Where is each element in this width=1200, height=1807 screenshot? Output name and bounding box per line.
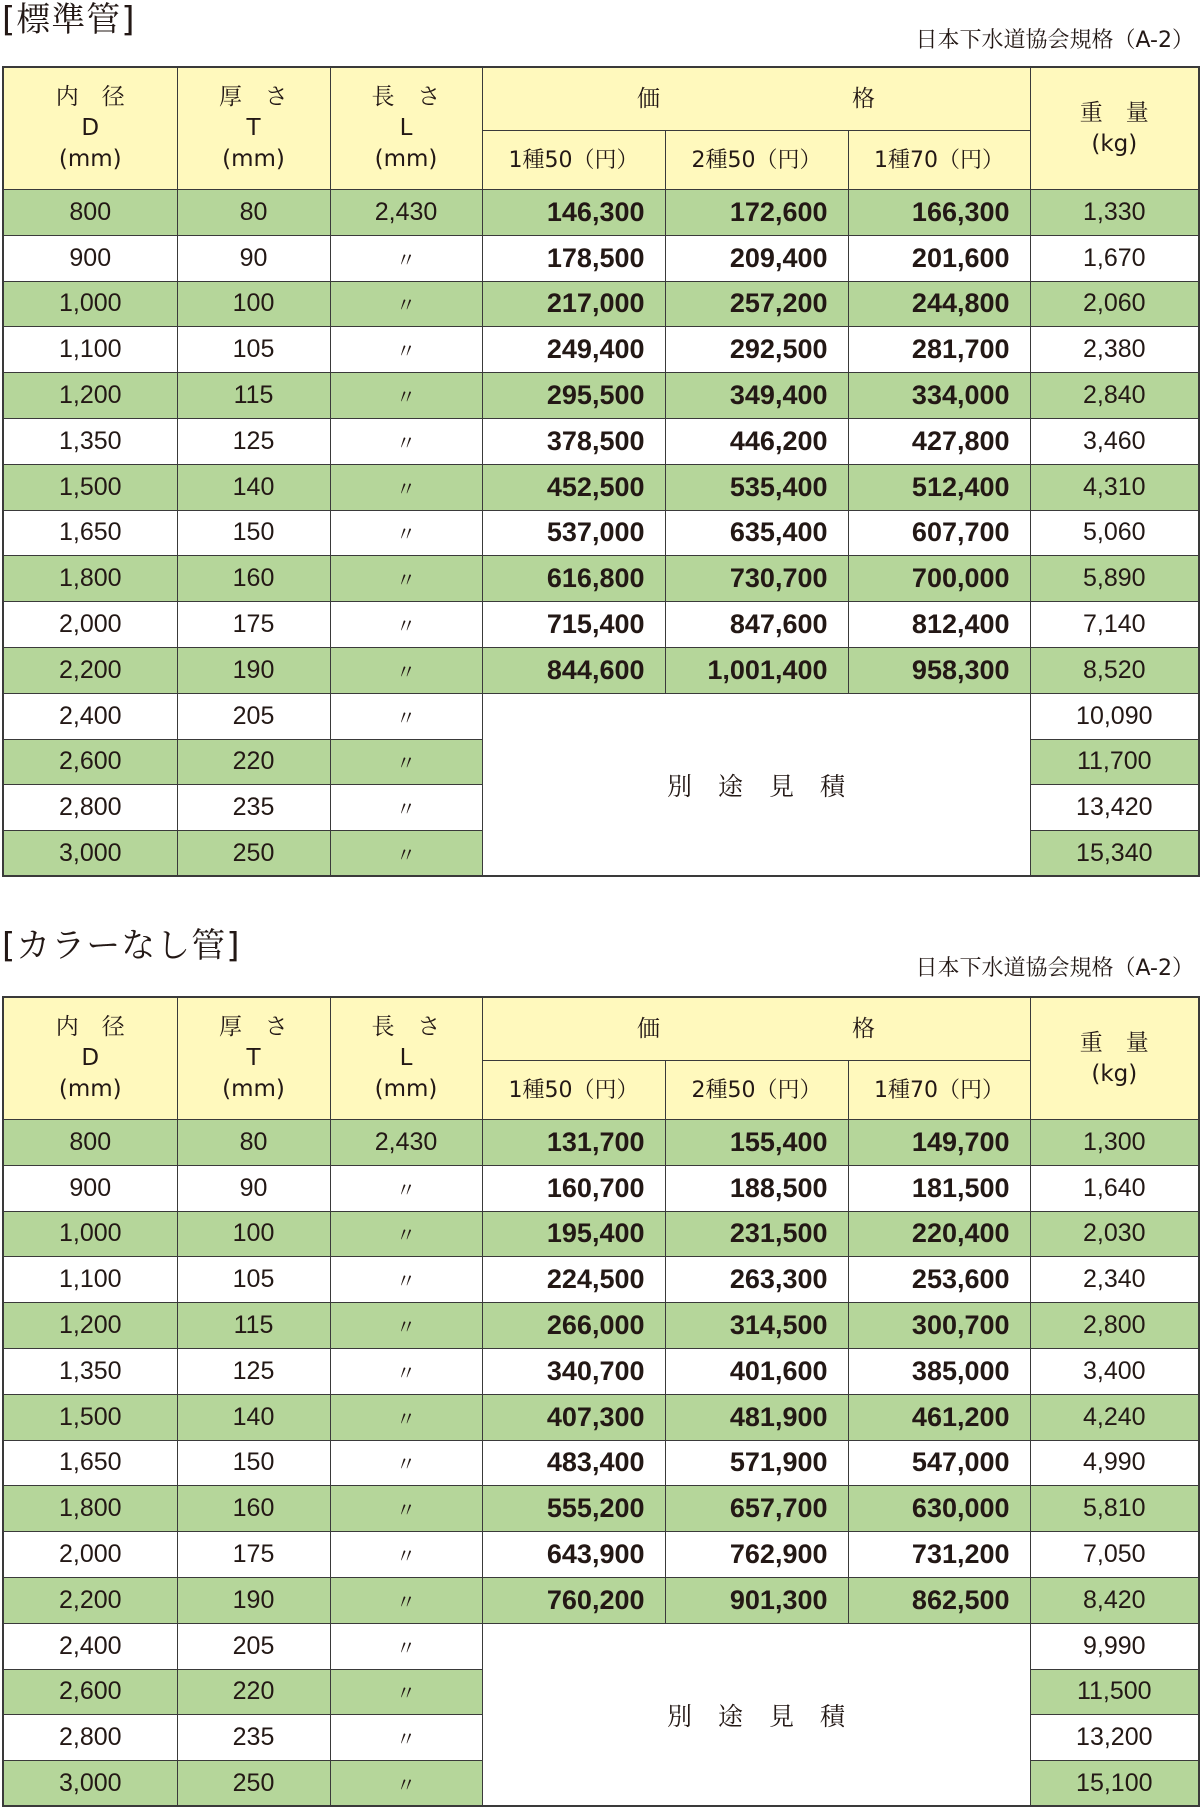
cell-thickness: 190: [177, 1577, 330, 1623]
header-symbol: L: [399, 1045, 413, 1071]
header-label: 厚 さ: [219, 1014, 288, 1040]
cell-thickness: 175: [177, 602, 330, 648]
cell-thickness: 150: [177, 1440, 330, 1486]
header-symbol: D: [81, 1045, 100, 1071]
cell-weight: 9,990: [1030, 1623, 1199, 1669]
cell-diameter: 2,000: [3, 1532, 177, 1578]
cell-thickness: 115: [177, 1303, 330, 1349]
cell-price-grade1-70: 149,700: [848, 1120, 1030, 1166]
cell-weight: 4,240: [1030, 1394, 1199, 1440]
cell-diameter: 800: [3, 1120, 177, 1166]
table-body: [3, 190, 1199, 877]
standard-note: 日本下水道協会規格（A-2）: [915, 28, 1194, 53]
cell-price-grade1-70: 512,400: [848, 464, 1030, 510]
cell-thickness: 205: [177, 1623, 330, 1669]
cell-thickness: 125: [177, 1348, 330, 1394]
header-diameter: [3, 67, 177, 190]
cell-thickness: 175: [177, 1532, 330, 1578]
header-price-char: 価: [637, 85, 661, 112]
cell-price-grade1-50: 224,500: [482, 1257, 665, 1303]
cell-weight: 7,050: [1030, 1532, 1199, 1578]
cell-length: 〃: [330, 281, 482, 327]
cell-price-grade1-70: 300,700: [848, 1303, 1030, 1349]
table-row: [3, 1348, 1199, 1394]
cell-diameter: 2,200: [3, 647, 177, 693]
cell-price-grade1-50: 537,000: [482, 510, 665, 556]
cell-length: 〃: [330, 510, 482, 556]
cell-length: 〃: [330, 785, 482, 831]
header-thickness: [177, 997, 330, 1120]
header-price: [482, 997, 1030, 1061]
cell-price-grade2-50: 730,700: [665, 556, 848, 602]
cell-price-grade2-50: 209,400: [665, 235, 848, 281]
cell-thickness: 205: [177, 693, 330, 739]
cell-price-grade1-70: 630,000: [848, 1486, 1030, 1532]
header-symbol: D: [81, 115, 100, 141]
section-standard-pipe: [0, 0, 1200, 880]
cell-price-grade2-50: 635,400: [665, 510, 848, 556]
cell-diameter: 900: [3, 1165, 177, 1211]
cell-thickness: 125: [177, 418, 330, 464]
cell-price-grade1-70: 862,500: [848, 1577, 1030, 1623]
cell-price-grade1-70: 958,300: [848, 647, 1030, 693]
table-row: [3, 190, 1199, 236]
table-row: [3, 1532, 1199, 1578]
cell-length: 〃: [330, 1761, 482, 1807]
cell-thickness: 140: [177, 464, 330, 510]
header-label: 厚 さ: [219, 84, 288, 110]
table-row: [3, 373, 1199, 419]
cell-diameter: 2,400: [3, 693, 177, 739]
cell-weight: 2,340: [1030, 1257, 1199, 1303]
cell-length: 〃: [330, 373, 482, 419]
cell-price-grade2-50: 762,900: [665, 1532, 848, 1578]
table-row: [3, 464, 1199, 510]
cell-thickness: 250: [177, 1761, 330, 1807]
cell-diameter: 1,350: [3, 418, 177, 464]
cell-price-grade1-50: 178,500: [482, 235, 665, 281]
cell-thickness: 105: [177, 1257, 330, 1303]
header-symbol: T: [246, 115, 261, 141]
cell-weight: 2,030: [1030, 1211, 1199, 1257]
header-symbol: T: [246, 1045, 261, 1071]
cell-thickness: 235: [177, 785, 330, 831]
cell-thickness: 150: [177, 510, 330, 556]
table-row: [3, 418, 1199, 464]
cell-price-grade1-50: 760,200: [482, 1577, 665, 1623]
cell-price-grade2-50: 263,300: [665, 1257, 848, 1303]
cell-length: 〃: [330, 1623, 482, 1669]
cell-weight: 3,460: [1030, 418, 1199, 464]
separate-quote-cell: [482, 1623, 1030, 1806]
cell-length: 〃: [330, 327, 482, 373]
cell-length: 〃: [330, 647, 482, 693]
cell-weight: 5,060: [1030, 510, 1199, 556]
table-row: [3, 235, 1199, 281]
cell-length: 〃: [330, 1669, 482, 1715]
cell-thickness: 220: [177, 739, 330, 785]
cell-weight: 10,090: [1030, 693, 1199, 739]
separate-quote-char: 別: [666, 1702, 692, 1731]
separate-quote-char: 途: [718, 1702, 744, 1731]
header-length: [330, 67, 482, 190]
separate-quote-char: 別: [666, 772, 692, 801]
header-unit: (mm): [58, 1076, 122, 1102]
cell-length: 〃: [330, 1211, 482, 1257]
cell-diameter: 1,000: [3, 1211, 177, 1257]
cell-weight: 3,400: [1030, 1348, 1199, 1394]
cell-price-grade2-50: 349,400: [665, 373, 848, 419]
cell-diameter: 2,600: [3, 739, 177, 785]
header-unit: (mm): [222, 1076, 285, 1102]
cell-diameter: 1,100: [3, 1257, 177, 1303]
cell-weight: 4,310: [1030, 464, 1199, 510]
cell-price-grade1-70: 700,000: [848, 556, 1030, 602]
cell-diameter: 1,800: [3, 1486, 177, 1532]
header-label: 重 量: [1079, 99, 1149, 126]
header-unit: (mm): [58, 146, 122, 172]
cell-length: 〃: [330, 1257, 482, 1303]
cell-price-grade1-50: 160,700: [482, 1165, 665, 1211]
cell-diameter: 2,000: [3, 602, 177, 648]
table-row: [3, 602, 1199, 648]
cell-length: 2,430: [330, 190, 482, 236]
standard-note: 日本下水道協会規格（A-2）: [915, 956, 1194, 981]
header-label: 長 さ: [371, 84, 441, 110]
cell-weight: 5,890: [1030, 556, 1199, 602]
cell-diameter: 3,000: [3, 1761, 177, 1807]
table-row: [3, 1440, 1199, 1486]
cell-thickness: 220: [177, 1669, 330, 1715]
cell-length: 〃: [330, 1348, 482, 1394]
cell-thickness: 80: [177, 1120, 330, 1166]
cell-thickness: 100: [177, 281, 330, 327]
cell-thickness: 235: [177, 1715, 330, 1761]
cell-price-grade1-70: 427,800: [848, 418, 1030, 464]
cell-thickness: 90: [177, 1165, 330, 1211]
header-price-char: 格: [852, 85, 876, 112]
cell-price-grade2-50: 292,500: [665, 327, 848, 373]
cell-price-grade2-50: 401,600: [665, 1348, 848, 1394]
cell-price-grade2-50: 481,900: [665, 1394, 848, 1440]
separate-quote-char: 積: [820, 1702, 846, 1731]
cell-weight: 2,060: [1030, 281, 1199, 327]
cell-weight: 4,990: [1030, 1440, 1199, 1486]
cell-length: 〃: [330, 739, 482, 785]
table-row: [3, 647, 1199, 693]
table-row: [3, 1165, 1199, 1211]
cell-length: 〃: [330, 1532, 482, 1578]
cell-thickness: 190: [177, 647, 330, 693]
cell-price-grade1-70: 547,000: [848, 1440, 1030, 1486]
cell-weight: 7,140: [1030, 602, 1199, 648]
cell-price-grade1-70: 607,700: [848, 510, 1030, 556]
header-length: [330, 997, 482, 1120]
cell-price-grade2-50: 172,600: [665, 190, 848, 236]
cell-thickness: 115: [177, 373, 330, 419]
cell-price-grade1-70: 253,600: [848, 1257, 1030, 1303]
cell-price-grade1-70: 461,200: [848, 1394, 1030, 1440]
cell-length: 〃: [330, 602, 482, 648]
cell-price-grade1-50: 378,500: [482, 418, 665, 464]
cell-thickness: 80: [177, 190, 330, 236]
table-row: [3, 281, 1199, 327]
header-price-grade1-50: 1種50（円）: [482, 131, 665, 190]
cell-thickness: 250: [177, 831, 330, 877]
table-row: [3, 1257, 1199, 1303]
cell-length: 〃: [330, 693, 482, 739]
header-label: 内 径: [55, 1014, 125, 1040]
header-label: 内 径: [55, 84, 125, 110]
cell-length: 〃: [330, 556, 482, 602]
section-title: [カラーなし管]: [2, 926, 241, 966]
separate-quote-char: 見: [769, 772, 795, 801]
cell-price-grade2-50: 847,600: [665, 602, 848, 648]
section-title: [標準管]: [2, 0, 136, 40]
header-unit: (mm): [374, 1076, 438, 1102]
cell-price-grade1-70: 244,800: [848, 281, 1030, 327]
cell-weight: 8,420: [1030, 1577, 1199, 1623]
cell-price-grade1-50: 483,400: [482, 1440, 665, 1486]
cell-thickness: 105: [177, 327, 330, 373]
cell-diameter: 1,500: [3, 464, 177, 510]
cell-thickness: 100: [177, 1211, 330, 1257]
table-row: [3, 1303, 1199, 1349]
table-row: [3, 1211, 1199, 1257]
cell-length: 〃: [330, 1715, 482, 1761]
cell-length: 〃: [330, 1577, 482, 1623]
section-collarless-pipe: [0, 926, 1200, 1806]
table-row: [3, 1623, 1199, 1669]
header-weight: [1030, 67, 1199, 190]
cell-length: 〃: [330, 418, 482, 464]
cell-price-grade1-50: 146,300: [482, 190, 665, 236]
cell-price-grade1-50: 555,200: [482, 1486, 665, 1532]
cell-weight: 1,330: [1030, 190, 1199, 236]
cell-price-grade2-50: 314,500: [665, 1303, 848, 1349]
cell-price-grade1-50: 616,800: [482, 556, 665, 602]
header-label: 重 量: [1079, 1029, 1149, 1056]
cell-length: 〃: [330, 1165, 482, 1211]
cell-weight: 2,840: [1030, 373, 1199, 419]
cell-thickness: 160: [177, 556, 330, 602]
cell-price-grade1-70: 281,700: [848, 327, 1030, 373]
cell-price-grade2-50: 901,300: [665, 1577, 848, 1623]
header-thickness: [177, 67, 330, 190]
cell-price-grade2-50: 657,700: [665, 1486, 848, 1532]
price-table: [2, 66, 1200, 877]
cell-price-grade1-50: 295,500: [482, 373, 665, 419]
cell-price-grade2-50: 188,500: [665, 1165, 848, 1211]
cell-diameter: 900: [3, 235, 177, 281]
cell-price-grade2-50: 155,400: [665, 1120, 848, 1166]
cell-price-grade1-50: 844,600: [482, 647, 665, 693]
table-row: [3, 693, 1199, 739]
header-unit: (mm): [374, 146, 438, 172]
cell-diameter: 1,100: [3, 327, 177, 373]
cell-diameter: 1,200: [3, 1303, 177, 1349]
separate-quote-cell: [482, 693, 1030, 876]
cell-diameter: 1,200: [3, 373, 177, 419]
cell-weight: 13,420: [1030, 785, 1199, 831]
cell-price-grade2-50: 231,500: [665, 1211, 848, 1257]
cell-price-grade1-50: 266,000: [482, 1303, 665, 1349]
cell-price-grade1-50: 217,000: [482, 281, 665, 327]
cell-weight: 1,300: [1030, 1120, 1199, 1166]
cell-price-grade1-70: 166,300: [848, 190, 1030, 236]
cell-length: 〃: [330, 464, 482, 510]
table-body: [3, 1120, 1199, 1807]
cell-diameter: 2,200: [3, 1577, 177, 1623]
cell-diameter: 3,000: [3, 831, 177, 877]
cell-weight: 11,500: [1030, 1669, 1199, 1715]
cell-price-grade1-70: 385,000: [848, 1348, 1030, 1394]
cell-price-grade1-70: 181,500: [848, 1165, 1030, 1211]
cell-diameter: 1,650: [3, 510, 177, 556]
cell-price-grade1-50: 249,400: [482, 327, 665, 373]
cell-weight: 15,100: [1030, 1761, 1199, 1807]
header-price: [482, 67, 1030, 131]
separate-quote-char: 途: [718, 772, 744, 801]
table-row: [3, 510, 1199, 556]
cell-length: 〃: [330, 831, 482, 877]
cell-diameter: 2,400: [3, 1623, 177, 1669]
price-table: [2, 996, 1200, 1807]
cell-price-grade1-50: 340,700: [482, 1348, 665, 1394]
cell-price-grade2-50: 446,200: [665, 418, 848, 464]
cell-price-grade1-50: 131,700: [482, 1120, 665, 1166]
cell-price-grade2-50: 535,400: [665, 464, 848, 510]
cell-thickness: 160: [177, 1486, 330, 1532]
cell-length: 〃: [330, 1394, 482, 1440]
cell-weight: 5,810: [1030, 1486, 1199, 1532]
separate-quote-char: 見: [769, 1702, 795, 1731]
cell-length: 〃: [330, 1303, 482, 1349]
cell-length: 2,430: [330, 1120, 482, 1166]
cell-diameter: 2,600: [3, 1669, 177, 1715]
header-price-grade2-50: 2種50（円）: [665, 131, 848, 190]
cell-price-grade2-50: 257,200: [665, 281, 848, 327]
cell-thickness: 140: [177, 1394, 330, 1440]
table-row: [3, 1120, 1199, 1166]
table-row: [3, 1577, 1199, 1623]
cell-thickness: 90: [177, 235, 330, 281]
cell-diameter: 1,800: [3, 556, 177, 602]
cell-diameter: 2,800: [3, 1715, 177, 1761]
header-price-grade1-70: 1種70（円）: [848, 1061, 1030, 1120]
header-symbol: L: [399, 115, 413, 141]
cell-diameter: 1,000: [3, 281, 177, 327]
header-price-grade2-50: 2種50（円）: [665, 1061, 848, 1120]
cell-weight: 13,200: [1030, 1715, 1199, 1761]
header-price-char: 格: [852, 1015, 876, 1042]
header-price-char: 価: [637, 1015, 661, 1042]
cell-price-grade2-50: 1,001,400: [665, 647, 848, 693]
cell-weight: 2,800: [1030, 1303, 1199, 1349]
header-label: 長 さ: [371, 1014, 441, 1040]
separate-quote-char: 積: [820, 772, 846, 801]
cell-length: 〃: [330, 1486, 482, 1532]
cell-weight: 1,640: [1030, 1165, 1199, 1211]
cell-price-grade1-70: 812,400: [848, 602, 1030, 648]
table-row: [3, 1486, 1199, 1532]
cell-diameter: 1,350: [3, 1348, 177, 1394]
header-weight: [1030, 997, 1199, 1120]
cell-length: 〃: [330, 235, 482, 281]
cell-price-grade1-70: 334,000: [848, 373, 1030, 419]
cell-price-grade1-70: 220,400: [848, 1211, 1030, 1257]
header-unit: (kg): [1091, 130, 1138, 157]
table-row: [3, 327, 1199, 373]
cell-price-grade1-50: 407,300: [482, 1394, 665, 1440]
header-price-grade1-50: 1種50（円）: [482, 1061, 665, 1120]
cell-diameter: 2,800: [3, 785, 177, 831]
cell-price-grade1-50: 195,400: [482, 1211, 665, 1257]
cell-weight: 11,700: [1030, 739, 1199, 785]
cell-price-grade1-70: 731,200: [848, 1532, 1030, 1578]
cell-diameter: 1,500: [3, 1394, 177, 1440]
cell-price-grade1-70: 201,600: [848, 235, 1030, 281]
table-row: [3, 1394, 1199, 1440]
cell-weight: 2,380: [1030, 327, 1199, 373]
cell-price-grade1-50: 452,500: [482, 464, 665, 510]
header-diameter: [3, 997, 177, 1120]
header-unit: (kg): [1091, 1060, 1138, 1087]
cell-diameter: 800: [3, 190, 177, 236]
header-price-grade1-70: 1種70（円）: [848, 131, 1030, 190]
cell-diameter: 1,650: [3, 1440, 177, 1486]
cell-length: 〃: [330, 1440, 482, 1486]
cell-weight: 8,520: [1030, 647, 1199, 693]
cell-price-grade2-50: 571,900: [665, 1440, 848, 1486]
cell-weight: 1,670: [1030, 235, 1199, 281]
cell-weight: 15,340: [1030, 831, 1199, 877]
cell-price-grade1-50: 715,400: [482, 602, 665, 648]
header-unit: (mm): [222, 146, 285, 172]
table-row: [3, 556, 1199, 602]
cell-price-grade1-50: 643,900: [482, 1532, 665, 1578]
